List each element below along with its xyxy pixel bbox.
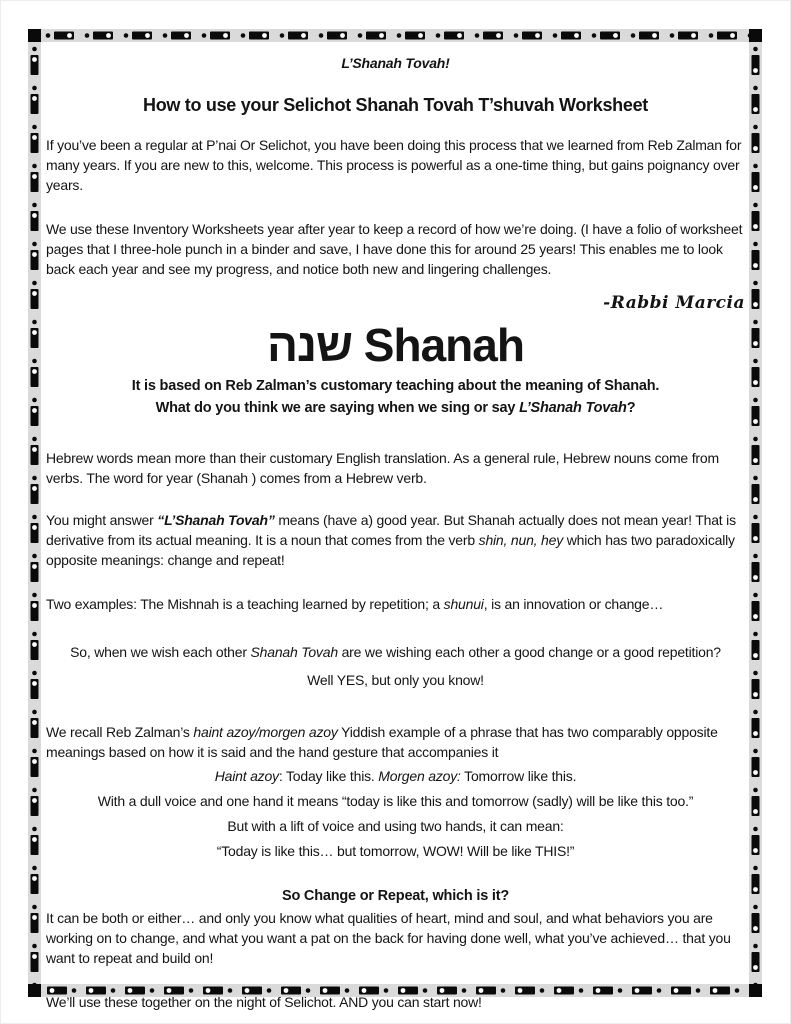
teaching-line: It is based on Reb Zalman’s customary teaching about the meaning of Shanah. xyxy=(131,378,660,394)
border-corner-bottom-right xyxy=(749,984,762,997)
wish-question-line xyxy=(46,642,745,662)
dull-voice-line: With a dull voice and one hand it means “today is like this and tomorrow (sadly) will be like this too.” xyxy=(97,793,694,809)
border-left xyxy=(28,42,41,984)
text-segment: Haint azoy xyxy=(214,768,279,784)
shanah-title: שנה Shanah xyxy=(267,319,524,371)
text-segment: Two examples: The Mishnah is a teaching learned by repetition; a xyxy=(46,596,444,612)
haint-azoy-paragraph xyxy=(46,722,745,762)
text-segment: are we wishing each other a good change or a good repetition? xyxy=(337,644,721,660)
text-segment: You might answer xyxy=(46,512,158,528)
border-corner-top-right xyxy=(749,29,762,42)
text-segment: shunui xyxy=(443,596,484,612)
text-segment: “L’Shanah Tovah” xyxy=(157,512,275,528)
text-segment: L’Shanah Tovah xyxy=(519,400,627,416)
text-segment: Shanah Tovah xyxy=(250,644,338,660)
intro-paragraph-1: If you’ve been a regular at P’nai Or Selichot, you have been doing this process that we learned from Reb Zalman for many years. If you are new to this, welcome. This process is powerful as a one-time thing, but gains poignancy over years. xyxy=(46,137,742,193)
border-top xyxy=(41,29,749,42)
change-or-repeat-heading: So Change or Repeat, which is it? xyxy=(281,888,510,904)
closing-line: We’ll use these together on the night of Selichot. AND you can start now! xyxy=(46,994,482,1010)
both-or-either-paragraph: It can be both or either… and only you know what qualities of heart, mind and soul, and what behaviors you are working on to change, and what you want a pat on the back for having done well, what you’ve achieved… that you want to repeat and build on! xyxy=(46,910,731,966)
lift-voice-line: But with a lift of voice and using two hands, it can mean: xyxy=(227,818,564,834)
text-segment: Morgen azoy: xyxy=(378,768,461,784)
haint-azoy-definitions-line xyxy=(46,764,745,789)
text-segment: What do you think we are saying when we sing or say xyxy=(155,400,520,416)
text-segment: haint azoy/morgen azoy xyxy=(193,724,338,740)
text-segment: which has two paradoxically opposite meanings: change and repeat! xyxy=(46,532,735,568)
intro-paragraph-2: We use these Inventory Worksheets year after year to keep a record of how we’re doing. (I have a folio of worksheet pages that I three-hole punch in a binder and save, I have done this for around 25 years! This enables me to look back each year and see my progress, and notice both new and lingering challenges. xyxy=(46,221,743,277)
text-segment: means (have a) good year. But Shanah actually does not mean year! That is derivative from its actual meaning. It is a noun that comes from the verb xyxy=(46,512,736,548)
text-segment: So, when we wish each other xyxy=(70,644,251,660)
text-segment: Yiddish example of a phrase that has two comparably opposite meanings based on how it is said and the hand gesture that accompanies it xyxy=(46,724,718,760)
question-line xyxy=(46,398,745,418)
text-segment: We recall Reb Zalman’s xyxy=(46,724,194,740)
text-segment: , is an innovation or change… xyxy=(483,596,664,612)
text-segment: shin, nun, hey xyxy=(478,532,564,548)
border-corner-top-left xyxy=(28,29,41,42)
hebrew-words-paragraph: Hebrew words mean more than their customary English translation. As a general rule, Hebrew nouns come from verbs. The word for year (Shanah ) comes from a Hebrew verb. xyxy=(46,450,719,486)
how-to-heading: How to use your Selichot Shanah Tovah T’shuvah Worksheet xyxy=(143,95,648,115)
border-right xyxy=(749,42,762,984)
text-segment: ? xyxy=(626,400,636,416)
today-wow-line: “Today is like this… but tomorrow, WOW! Will be like THIS!” xyxy=(216,843,575,859)
document-content xyxy=(46,42,745,1012)
you-might-answer-paragraph xyxy=(46,510,745,570)
intro-title: L’Shanah Tovah! xyxy=(341,55,450,71)
well-yes-line: Well YES, but only you know! xyxy=(307,672,484,688)
border-corner-bottom-left xyxy=(28,984,41,997)
text-segment: Tomorrow like this. xyxy=(460,768,577,784)
signature-rabbi-marcia: -Rabbi Marcia xyxy=(603,293,745,313)
text-segment: : Today like this. xyxy=(278,768,379,784)
two-examples-line xyxy=(46,594,745,614)
